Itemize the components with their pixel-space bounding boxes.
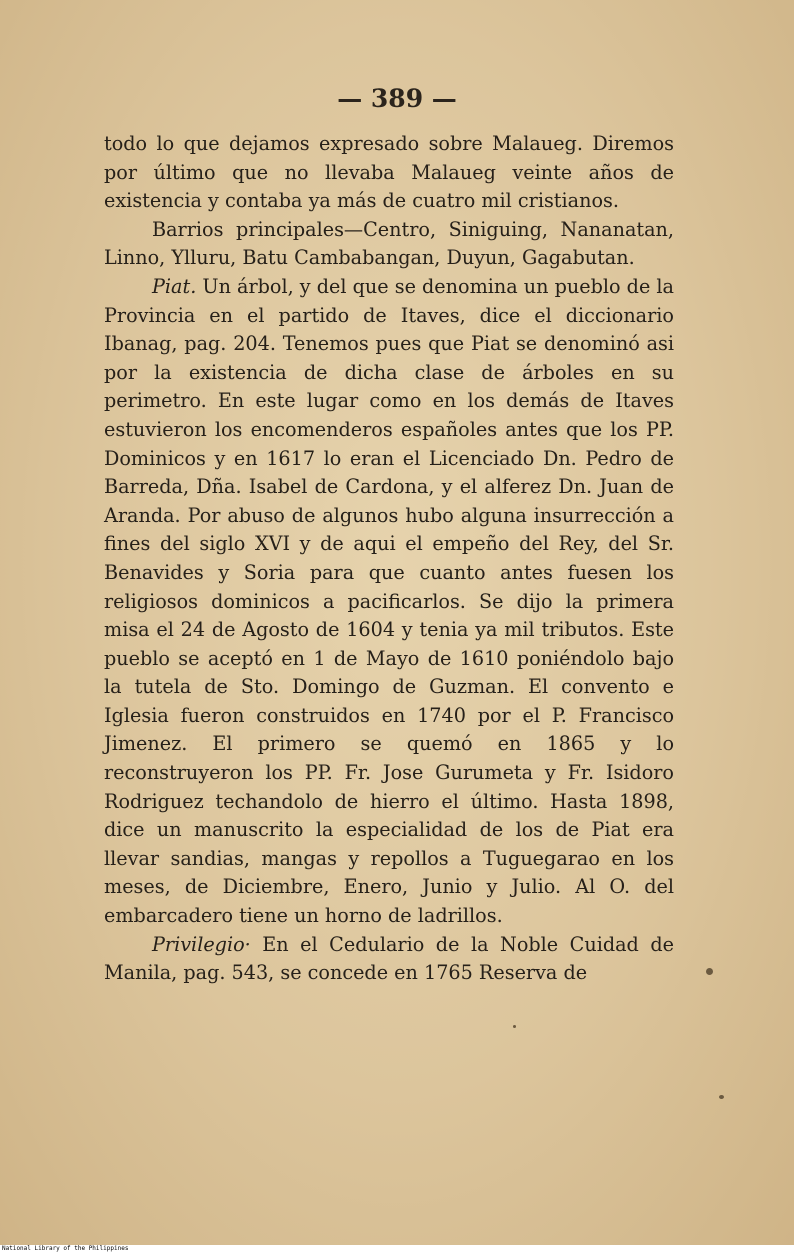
paragraph-text: En el Cedulario de la Noble Cuidad de Manila, pag. 543, se concede en 1765 Reserva de — [104, 932, 674, 985]
paragraph-text: todo lo que dejamos expresado sobre Malaueg. Diremos por último que no llevaba Malaueg veinte años de existencia y contaba ya más de cuatro mil cristianos. — [104, 132, 674, 213]
paper-stain — [513, 1025, 516, 1028]
paper-stain — [706, 968, 713, 975]
paper-stain — [719, 1095, 724, 1099]
paragraph-piat — [104, 273, 674, 931]
paragraph-text: Un árbol, y del que se denomina un pueblo de la Provincia en el partido de Itaves, dice el diccionario Ibanag, pag. 204. Tenemos pues que Piat se denominó asi por la existencia de dicha clase de árboles en su perimetro. En este lugar como en los demás de Itaves estuvieron los encomenderos españoles antes que los PP. Dominicos y en 1617 lo eran el Licenciado Dn. Pedro de Barreda, Dña. Isabel de Cardona, y el alferez Dn. Juan de Aranda. Por abuso de algunos hubo alguna insurrección a fines del siglo XVI y de aqui el empeño del Rey, del Sr. Benavides y Soria para que cuanto antes fuesen los religiosos dominicos a pacificarlos. Se dijo la primera misa el 24 de Agosto de 1604 y tenia ya mil tributos. Este pueblo se aceptó en 1 de Mayo de 1610 poniéndolo bajo la tutela de Sto. Domingo de Guzman. El convento e Iglesia fueron construidos en 1740 por el P. Francisco Jimenez. El primero se quemó en 1865 y lo reconstruyeron los PP. Fr. Jose Gurumeta y Fr. Isidoro Rodriguez techandolo de hierro el último. Hasta 1898, dice un manuscrito la especialidad de los de Piat era llevar sandias, mangas y repollos a Tuguegarao en los meses, de Diciembre, Enero, Junio y Julio. Al O. del embarcadero tiene un horno de ladrillos. — [104, 274, 674, 928]
body-text — [104, 130, 674, 988]
page-number: — 389 — — [337, 84, 457, 113]
paragraph-text: Barrios principales—Centro, Siniguing, Nananatan, Linno, Ylluru, Batu Cambabangan, Duyun, Gagabutan. — [104, 217, 674, 270]
entry-heading-privilegio: Privilegio· — [152, 932, 251, 956]
entry-heading-piat: Piat. — [152, 274, 197, 298]
paragraph-malaueg — [104, 130, 674, 216]
paragraph-privilegio — [104, 931, 674, 988]
paragraph-barrios — [104, 216, 674, 273]
library-credit: National Library of the Philippines — [2, 1245, 129, 1252]
